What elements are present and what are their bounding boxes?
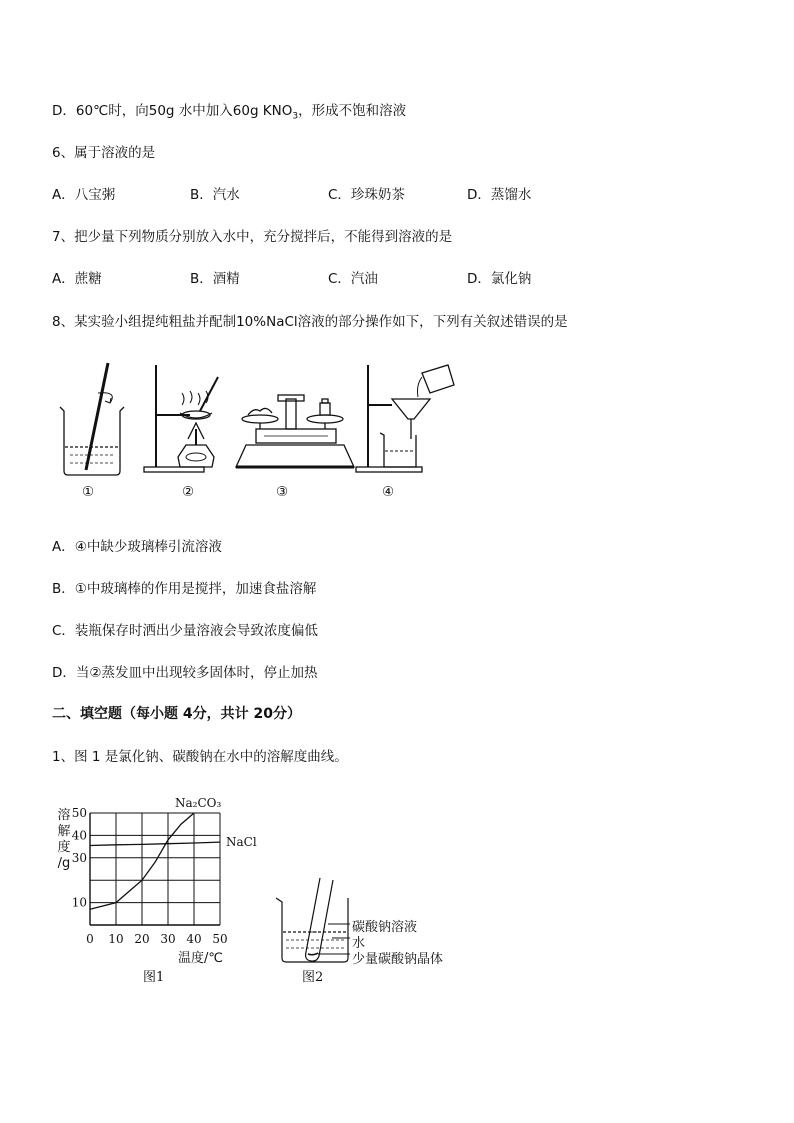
fig1-y-axis-label: 溶 解 度 /g bbox=[57, 808, 71, 871]
y-tick-label: 10 bbox=[71, 895, 87, 910]
x-tick-label: 50 bbox=[212, 932, 228, 946]
q7-option-a: A．蔗糖 bbox=[52, 271, 102, 287]
q7-option-c: C．汽油 bbox=[328, 271, 378, 287]
q6-option-c: C．珍珠奶茶 bbox=[328, 187, 405, 203]
fig2-label-crystal: 少量碳酸钠晶体 bbox=[352, 952, 444, 967]
fig2-caption: 图2 bbox=[302, 970, 324, 985]
y-tick-label: 30 bbox=[71, 850, 87, 865]
beaker-stirring-illustration bbox=[60, 363, 124, 475]
q7-option-b: B．酒精 bbox=[190, 271, 240, 287]
x-tick-label: 10 bbox=[108, 932, 124, 946]
fill-q1-stem: 1、图 1 是氯化钠、碳酸钠在水中的溶解度曲线。 bbox=[52, 749, 348, 765]
x-tick-label: 20 bbox=[134, 932, 150, 946]
na2co3-series-label: Na₂CO₃ bbox=[175, 796, 222, 810]
y-tick-label: 50 bbox=[71, 806, 87, 820]
evaporation-illustration bbox=[144, 365, 218, 472]
fig1-x-axis-label: 温度/℃ bbox=[178, 951, 223, 966]
x-tick-label: 30 bbox=[160, 932, 176, 946]
q8-figure-label-4: ④ bbox=[382, 484, 395, 500]
q7-stem: 7、把少量下列物质分别放入水中，充分搅拌后，不能得到溶液的是 bbox=[52, 229, 453, 245]
q5-option-d: D．60℃时，向50g 水中加入60g $KNO_3$，形成不饱和溶液 bbox=[52, 103, 407, 122]
solubility-chart bbox=[70, 785, 270, 965]
y-tick-label: 40 bbox=[71, 828, 87, 843]
q6-option-a: A．八宝粥 bbox=[52, 187, 116, 203]
q8-option-a: A．④中缺少玻璃棒引流溶液 bbox=[52, 539, 222, 555]
fig2-label-solution: 碳酸钠溶液 bbox=[352, 920, 418, 935]
nacl-series-label: NaCl bbox=[226, 835, 257, 850]
q8-option-b: B．①中玻璃棒的作用是搅拌，加速食盐溶解 bbox=[52, 581, 317, 597]
section-2-title: 二、填空题（每小题 4分，共计 20分） bbox=[52, 706, 301, 722]
x-tick-label: 40 bbox=[186, 932, 202, 946]
nacl-curve bbox=[90, 842, 220, 845]
x-tick-label: 0 bbox=[86, 932, 94, 946]
q6-option-d: D．蒸馏水 bbox=[467, 187, 532, 203]
q8-figure-label-1: ① bbox=[82, 484, 95, 500]
q8-apparatus-figure bbox=[50, 355, 470, 505]
balance-illustration bbox=[236, 395, 354, 467]
q8-stem: 8、某实验小组提纯粗盐并配制10%NaCl溶液的部分操作如下，下列有关叙述错误的是 bbox=[52, 314, 568, 330]
filtration-illustration bbox=[356, 365, 454, 472]
q7-option-d: D．氯化钠 bbox=[467, 271, 532, 287]
q8-figure-label-2: ② bbox=[182, 484, 195, 500]
q8-option-d: D．当②蒸发皿中出现较多固体时，停止加热 bbox=[52, 665, 318, 681]
q6-option-b: B．汽水 bbox=[190, 187, 240, 203]
q8-option-c: C．装瓶保存时洒出少量溶液会导致浓度偏低 bbox=[52, 623, 318, 639]
q6-stem: 6、属于溶液的是 bbox=[52, 145, 156, 161]
q8-figure-label-3: ③ bbox=[276, 484, 289, 500]
fig1-caption: 图1 bbox=[143, 970, 165, 985]
fig2-label-water: 水 bbox=[352, 936, 366, 951]
